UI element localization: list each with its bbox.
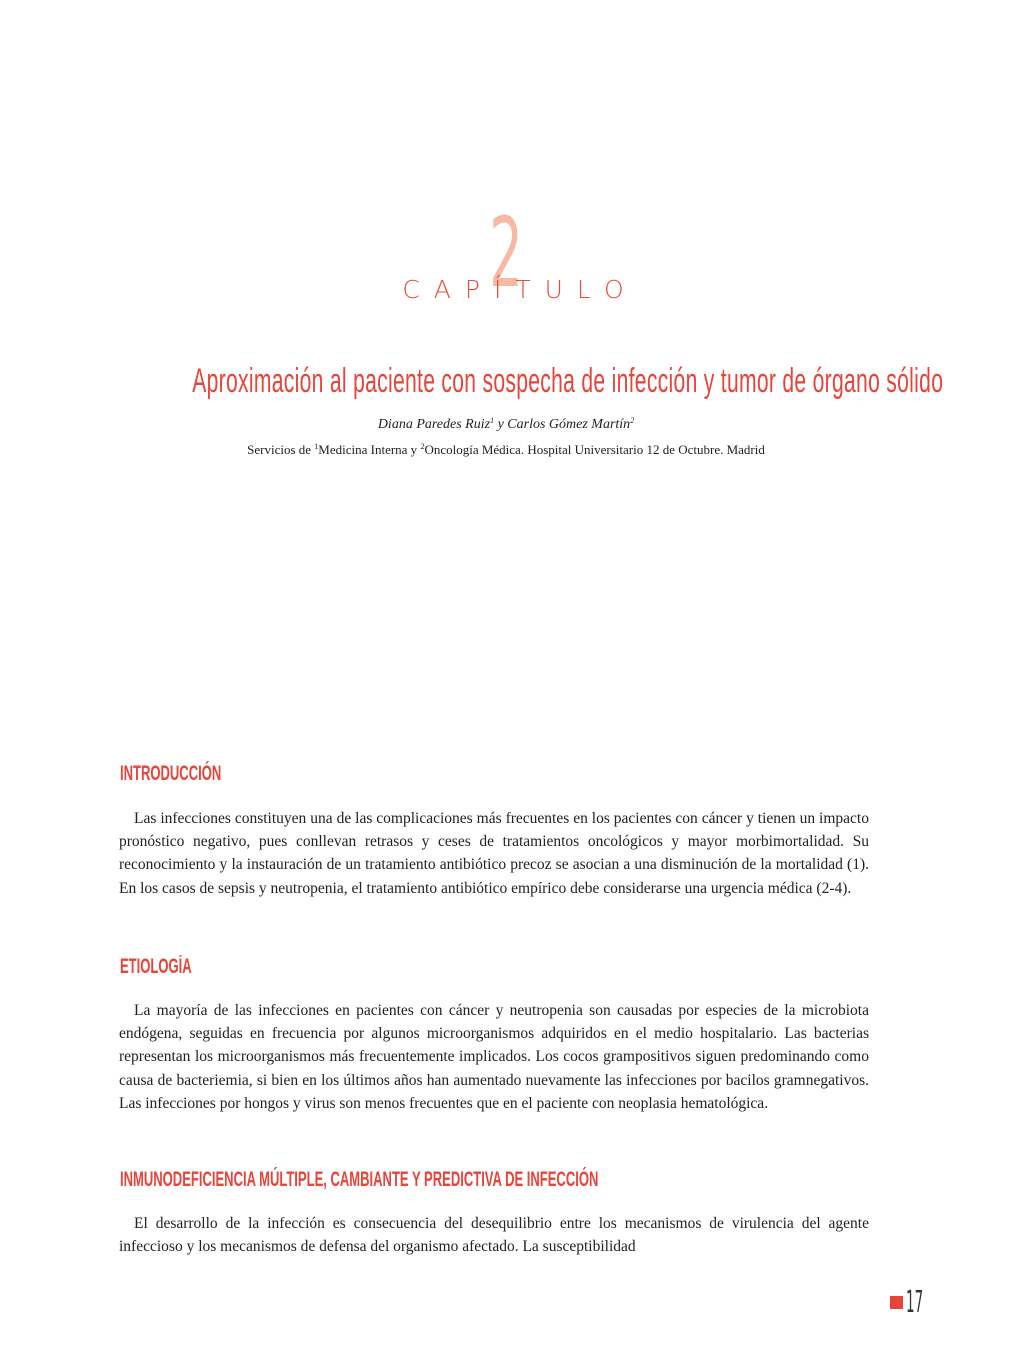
page-number: 17 (906, 1285, 924, 1320)
affiliation-dept-1: Medicina Interna y (318, 442, 421, 457)
chapter-title: Aproximación al paciente con sospecha de infección y tumor de órgano sólido (192, 362, 944, 400)
author-2-superscript: 2 (630, 416, 635, 425)
section-heading-etiologia: ETIOLOGÍA (120, 955, 192, 978)
affiliation-prefix: Servicios de (247, 442, 315, 457)
page-number-marker (890, 1296, 903, 1309)
affiliation-line (0, 442, 1012, 458)
author-2: Carlos Gómez Martín (507, 417, 631, 432)
section-paragraph-inmunodeficiencia: El desarrollo de la infección es consecuencia del desequilibrio entre los mecanismos de virulencia del agente infeccioso y los mecanismos de defensa del organismo afectado. La susceptibilidad (119, 1215, 869, 1256)
chapter-header (0, 197, 1012, 315)
chapter-number: 2 (489, 197, 523, 309)
affiliation-dept-2: Oncología Médica. Hospital Universitario 12 de Octubre. Madrid (424, 442, 765, 457)
author-1: Diana Paredes Ruiz (377, 417, 491, 432)
section-paragraph-etiologia: La mayoría de las infecciones en pacientes con cáncer y neutropenia son causadas por especies de la microbiota endógena, seguidas en frecuencia por algunos microorganismos adquiridos en el medio hospitalario. Las bacterias representan los microorganismos más frecuentemente implicados. Los cocos grampositivos siguen predominando como causa de bacteriemia, si bien en los últimos años han aumentado nuevamente las infecciones por bacilos gramnegativos. Las infecciones por hongos y virus son menos frecuentes que en el paciente con neoplasia hematológica. (119, 1002, 869, 1112)
section-heading-introduccion: INTRODUCCIÓN (120, 762, 222, 785)
author-connector: y (494, 417, 508, 432)
section-heading-inmunodeficiencia: INMUNODEFICIENCIA MÚLTIPLE, CAMBIANTE Y PREDICTIVA DE INFECCIÓN (120, 1168, 599, 1191)
author-1-superscript: 1 (490, 416, 495, 425)
authors-line (0, 416, 1012, 433)
section-paragraph-introduccion: Las infecciones constituyen una de las complicaciones más frecuentes en los pacientes con cáncer y tienen un impacto pronóstico negativo, pues conllevan retrasos y ceses de tratamientos oncológicos y mayor morbimortalidad. Su reconocimiento y la instauración de un tratamiento antibiótico precoz se asocian a una disminución de la mortalidad (1). En los casos de sepsis y neutropenia, el tratamiento antibiótico empírico debe considerarse una urgencia médica (2-4). (119, 810, 869, 897)
chapter-label: CAPÍTULO (402, 275, 638, 304)
affiliation-superscript-2: 2 (420, 442, 425, 451)
affiliation-superscript-1: 1 (314, 442, 319, 451)
